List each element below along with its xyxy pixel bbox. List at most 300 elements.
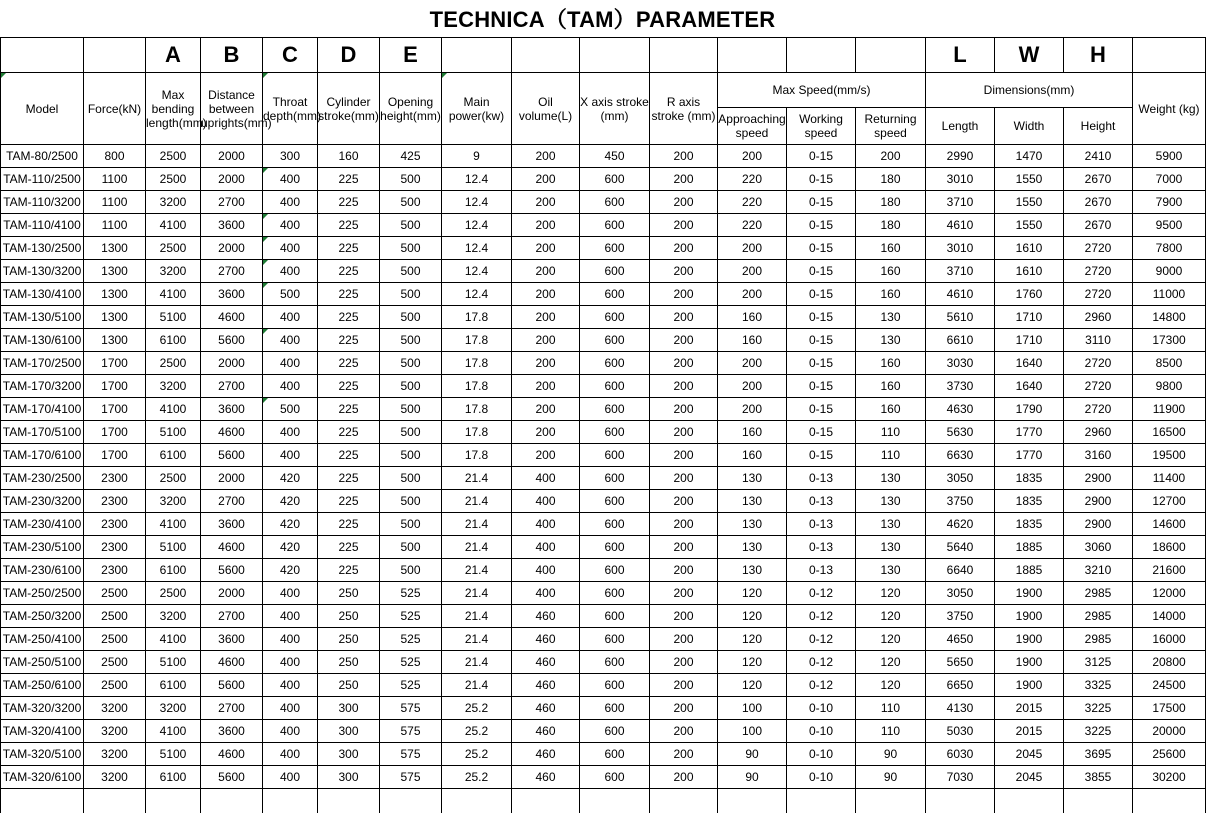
table-cell[interactable]: 600 [580,559,650,582]
table-cell[interactable]: 600 [580,674,650,697]
table-cell[interactable]: 200 [718,375,787,398]
model-cell[interactable]: TAM-170/6100 [1,444,84,467]
table-cell[interactable]: 225 [318,283,380,306]
header-throat-depth[interactable]: Throat depth(mm) [263,73,318,145]
table-cell[interactable]: 500 [380,467,442,490]
table-cell[interactable]: 110 [856,444,926,467]
empty-cell[interactable] [146,789,201,813]
model-cell[interactable]: TAM-230/3200 [1,490,84,513]
table-cell[interactable]: 6610 [926,329,995,352]
table-cell[interactable]: 575 [380,697,442,720]
table-cell[interactable]: 800 [84,145,146,168]
table-cell[interactable]: 12.4 [442,283,512,306]
table-cell[interactable]: 5650 [926,651,995,674]
table-cell[interactable]: 3030 [926,352,995,375]
header-x-axis-stroke[interactable]: X axis stroke (mm) [580,73,650,145]
table-cell[interactable]: 3730 [926,375,995,398]
table-cell[interactable]: 1300 [84,329,146,352]
table-cell[interactable]: 160 [718,329,787,352]
table-cell[interactable]: 460 [512,628,580,651]
table-cell[interactable]: 130 [718,536,787,559]
empty-cell[interactable] [318,789,380,813]
table-cell[interactable]: 3600 [201,720,263,743]
table-cell[interactable]: 200 [650,260,718,283]
letter-cell-h[interactable]: H [1064,38,1133,73]
table-cell[interactable]: 200 [650,536,718,559]
table-cell[interactable]: 1100 [84,168,146,191]
empty-cell[interactable] [201,789,263,813]
table-cell[interactable]: 400 [263,582,318,605]
table-cell[interactable]: 4100 [146,283,201,306]
table-cell[interactable]: 575 [380,766,442,789]
empty-cell[interactable] [650,789,718,813]
table-cell[interactable]: 600 [580,467,650,490]
table-cell[interactable]: 7800 [1133,237,1206,260]
table-cell[interactable]: 110 [856,697,926,720]
table-cell[interactable]: 4600 [201,651,263,674]
table-cell[interactable]: 4130 [926,697,995,720]
table-cell[interactable]: 0-15 [787,375,856,398]
table-cell[interactable]: 160 [856,283,926,306]
table-cell[interactable]: 2900 [1064,513,1133,536]
table-cell[interactable]: 6030 [926,743,995,766]
table-cell[interactable]: 1700 [84,375,146,398]
model-cell[interactable]: TAM-320/4100 [1,720,84,743]
table-cell[interactable]: 0-15 [787,398,856,421]
table-cell[interactable]: 120 [718,674,787,697]
table-cell[interactable]: 9 [442,145,512,168]
table-cell[interactable]: 1700 [84,444,146,467]
table-cell[interactable]: 5100 [146,651,201,674]
table-cell[interactable]: 200 [650,421,718,444]
table-cell[interactable]: 2720 [1064,283,1133,306]
table-cell[interactable]: 600 [580,651,650,674]
table-cell[interactable]: 460 [512,651,580,674]
table-cell[interactable]: 3200 [84,743,146,766]
table-cell[interactable]: 4100 [146,398,201,421]
table-cell[interactable]: 600 [580,720,650,743]
table-cell[interactable]: 2960 [1064,421,1133,444]
table-cell[interactable]: 5610 [926,306,995,329]
empty-cell[interactable] [263,789,318,813]
empty-cell[interactable] [512,789,580,813]
table-cell[interactable]: 0-15 [787,260,856,283]
table-cell[interactable]: 3050 [926,467,995,490]
table-cell[interactable]: 3200 [84,766,146,789]
table-cell[interactable]: 460 [512,674,580,697]
table-cell[interactable]: 110 [856,720,926,743]
table-cell[interactable]: 0-15 [787,329,856,352]
table-cell[interactable]: 200 [512,444,580,467]
table-cell[interactable]: 12.4 [442,214,512,237]
table-cell[interactable]: 225 [318,352,380,375]
letter-cell[interactable] [512,38,580,73]
table-cell[interactable]: 3695 [1064,743,1133,766]
table-cell[interactable]: 200 [650,605,718,628]
table-cell[interactable]: 1100 [84,214,146,237]
table-cell[interactable]: 2045 [995,743,1064,766]
table-cell[interactable]: 120 [718,651,787,674]
table-cell[interactable]: 460 [512,697,580,720]
table-cell[interactable]: 575 [380,720,442,743]
table-cell[interactable]: 2500 [84,674,146,697]
table-cell[interactable]: 1550 [995,168,1064,191]
model-cell[interactable]: TAM-230/5100 [1,536,84,559]
table-cell[interactable]: 200 [650,467,718,490]
table-cell[interactable]: 500 [380,398,442,421]
model-cell[interactable]: TAM-130/4100 [1,283,84,306]
table-cell[interactable]: 2000 [201,237,263,260]
table-cell[interactable]: 200 [718,260,787,283]
table-cell[interactable]: 160 [856,237,926,260]
model-cell[interactable]: TAM-130/5100 [1,306,84,329]
header-oil-volume[interactable]: Oil volume(L) [512,73,580,145]
table-cell[interactable]: 500 [380,191,442,214]
table-cell[interactable]: 130 [856,329,926,352]
table-cell[interactable]: 2500 [146,168,201,191]
table-cell[interactable]: 130 [718,490,787,513]
table-cell[interactable]: 120 [856,674,926,697]
table-cell[interactable]: 1770 [995,444,1064,467]
model-cell[interactable]: TAM-170/2500 [1,352,84,375]
table-cell[interactable]: 21.4 [442,628,512,651]
table-cell[interactable]: 130 [856,536,926,559]
table-cell[interactable]: 5640 [926,536,995,559]
table-cell[interactable]: 225 [318,214,380,237]
letter-cell[interactable] [1,38,84,73]
table-cell[interactable]: 4650 [926,628,995,651]
table-cell[interactable]: 120 [718,582,787,605]
table-cell[interactable]: 16000 [1133,628,1206,651]
table-cell[interactable]: 17500 [1133,697,1206,720]
table-cell[interactable]: 575 [380,743,442,766]
table-cell[interactable]: 160 [718,306,787,329]
table-cell[interactable]: 8500 [1133,352,1206,375]
table-cell[interactable]: 90 [856,743,926,766]
model-cell[interactable]: TAM-130/6100 [1,329,84,352]
table-cell[interactable]: 250 [318,605,380,628]
table-cell[interactable]: 600 [580,513,650,536]
table-cell[interactable]: 130 [718,559,787,582]
table-cell[interactable]: 3600 [201,398,263,421]
table-cell[interactable]: 17.8 [442,398,512,421]
table-cell[interactable]: 25.2 [442,720,512,743]
table-cell[interactable]: 3710 [926,191,995,214]
letter-cell[interactable] [580,38,650,73]
table-cell[interactable]: 200 [512,329,580,352]
table-cell[interactable]: 225 [318,421,380,444]
model-cell[interactable]: TAM-230/6100 [1,559,84,582]
table-cell[interactable]: 0-15 [787,214,856,237]
table-cell[interactable]: 2000 [201,582,263,605]
table-cell[interactable]: 525 [380,674,442,697]
table-cell[interactable]: 14800 [1133,306,1206,329]
header-working-speed[interactable]: Working speed [787,108,856,145]
table-cell[interactable]: 3200 [146,375,201,398]
table-cell[interactable]: 3710 [926,260,995,283]
table-cell[interactable]: 1550 [995,214,1064,237]
letter-cell-c[interactable]: C [263,38,318,73]
table-cell[interactable]: 130 [856,306,926,329]
table-cell[interactable]: 0-12 [787,605,856,628]
table-cell[interactable]: 2985 [1064,605,1133,628]
table-cell[interactable]: 2300 [84,559,146,582]
table-cell[interactable]: 130 [856,490,926,513]
table-cell[interactable]: 2700 [201,375,263,398]
table-cell[interactable]: 3225 [1064,697,1133,720]
model-cell[interactable]: TAM-130/2500 [1,237,84,260]
table-cell[interactable]: 225 [318,329,380,352]
table-cell[interactable]: 225 [318,467,380,490]
table-cell[interactable]: 120 [856,605,926,628]
table-cell[interactable]: 4610 [926,214,995,237]
table-cell[interactable]: 200 [512,168,580,191]
letter-cell[interactable] [1133,38,1206,73]
table-cell[interactable]: 2500 [84,651,146,674]
table-cell[interactable]: 3050 [926,582,995,605]
table-cell[interactable]: 500 [380,283,442,306]
table-cell[interactable]: 500 [263,283,318,306]
empty-cell[interactable] [995,789,1064,813]
table-cell[interactable]: 17.8 [442,329,512,352]
table-cell[interactable]: 500 [380,352,442,375]
table-cell[interactable]: 2000 [201,467,263,490]
header-cylinder-stroke[interactable]: Cylinder stroke(mm) [318,73,380,145]
table-cell[interactable]: 3225 [1064,720,1133,743]
table-cell[interactable]: 500 [380,375,442,398]
table-cell[interactable]: 460 [512,605,580,628]
table-cell[interactable]: 1900 [995,651,1064,674]
header-weight[interactable]: Weight (kg) [1133,73,1206,145]
table-cell[interactable]: 250 [318,651,380,674]
table-cell[interactable]: 600 [580,697,650,720]
empty-cell[interactable] [442,789,512,813]
table-cell[interactable]: 200 [650,720,718,743]
table-cell[interactable]: 600 [580,421,650,444]
table-cell[interactable]: 21.4 [442,674,512,697]
table-cell[interactable]: 300 [263,145,318,168]
table-cell[interactable]: 17.8 [442,375,512,398]
table-cell[interactable]: 500 [380,260,442,283]
table-cell[interactable]: 6100 [146,329,201,352]
table-cell[interactable]: 2300 [84,490,146,513]
table-cell[interactable]: 2500 [146,467,201,490]
table-cell[interactable]: 0-13 [787,490,856,513]
table-cell[interactable]: 0-13 [787,513,856,536]
table-cell[interactable]: 12000 [1133,582,1206,605]
table-cell[interactable]: 90 [718,743,787,766]
header-approaching-speed[interactable]: Approaching speed [718,108,787,145]
table-cell[interactable]: 2045 [995,766,1064,789]
table-cell[interactable]: 24500 [1133,674,1206,697]
table-cell[interactable]: 400 [263,766,318,789]
table-cell[interactable]: 1700 [84,421,146,444]
model-cell[interactable]: TAM-230/4100 [1,513,84,536]
table-cell[interactable]: 225 [318,168,380,191]
table-cell[interactable]: 400 [263,605,318,628]
table-cell[interactable]: 12.4 [442,237,512,260]
table-cell[interactable]: 200 [650,490,718,513]
table-cell[interactable]: 400 [263,720,318,743]
table-cell[interactable]: 600 [580,283,650,306]
table-cell[interactable]: 5600 [201,674,263,697]
header-main-power[interactable]: Main power(kw) [442,73,512,145]
table-cell[interactable]: 200 [512,306,580,329]
table-cell[interactable]: 2960 [1064,306,1133,329]
model-cell[interactable]: TAM-110/3200 [1,191,84,214]
table-cell[interactable]: 100 [718,720,787,743]
table-cell[interactable]: 220 [718,191,787,214]
table-cell[interactable]: 3200 [84,720,146,743]
table-cell[interactable]: 6650 [926,674,995,697]
table-cell[interactable]: 11900 [1133,398,1206,421]
table-cell[interactable]: 460 [512,766,580,789]
table-cell[interactable]: 250 [318,674,380,697]
table-cell[interactable]: 3855 [1064,766,1133,789]
table-cell[interactable]: 420 [263,536,318,559]
table-cell[interactable]: 200 [512,421,580,444]
table-cell[interactable]: 420 [263,490,318,513]
table-cell[interactable]: 7030 [926,766,995,789]
table-cell[interactable]: 600 [580,191,650,214]
table-cell[interactable]: 1640 [995,375,1064,398]
model-cell[interactable]: TAM-170/3200 [1,375,84,398]
table-cell[interactable]: 14600 [1133,513,1206,536]
table-cell[interactable]: 5630 [926,421,995,444]
model-cell[interactable]: TAM-250/4100 [1,628,84,651]
table-cell[interactable]: 21.4 [442,582,512,605]
table-cell[interactable]: 1710 [995,306,1064,329]
table-cell[interactable]: 3160 [1064,444,1133,467]
header-max-speed[interactable]: Max Speed(mm/s) [718,73,926,108]
table-cell[interactable]: 25.2 [442,697,512,720]
table-cell[interactable]: 19500 [1133,444,1206,467]
table-cell[interactable]: 1550 [995,191,1064,214]
table-cell[interactable]: 3060 [1064,536,1133,559]
header-height[interactable]: Height [1064,108,1133,145]
table-cell[interactable]: 160 [856,375,926,398]
table-cell[interactable]: 0-12 [787,674,856,697]
table-cell[interactable]: 400 [263,674,318,697]
table-cell[interactable]: 200 [650,697,718,720]
table-cell[interactable]: 5100 [146,421,201,444]
table-cell[interactable]: 21.4 [442,605,512,628]
table-cell[interactable]: 200 [650,398,718,421]
table-cell[interactable]: 3200 [146,605,201,628]
table-cell[interactable]: 1770 [995,421,1064,444]
table-cell[interactable]: 600 [580,375,650,398]
table-cell[interactable]: 600 [580,398,650,421]
table-cell[interactable]: 250 [318,628,380,651]
table-cell[interactable]: 200 [650,214,718,237]
table-cell[interactable]: 2720 [1064,237,1133,260]
table-cell[interactable]: 4610 [926,283,995,306]
table-cell[interactable]: 500 [380,513,442,536]
table-cell[interactable]: 20000 [1133,720,1206,743]
table-cell[interactable]: 4630 [926,398,995,421]
table-cell[interactable]: 200 [650,444,718,467]
table-cell[interactable]: 500 [380,237,442,260]
table-cell[interactable]: 2720 [1064,352,1133,375]
table-cell[interactable]: 500 [380,421,442,444]
table-cell[interactable]: 17300 [1133,329,1206,352]
table-cell[interactable]: 3200 [146,260,201,283]
table-cell[interactable]: 18600 [1133,536,1206,559]
letter-cell-a[interactable]: A [146,38,201,73]
table-cell[interactable]: 2500 [84,582,146,605]
empty-cell[interactable] [84,789,146,813]
header-model[interactable]: Model [1,73,84,145]
table-cell[interactable]: 400 [263,444,318,467]
table-cell[interactable]: 3210 [1064,559,1133,582]
table-cell[interactable]: 600 [580,168,650,191]
table-cell[interactable]: 2900 [1064,467,1133,490]
table-cell[interactable]: 225 [318,398,380,421]
table-cell[interactable]: 1835 [995,513,1064,536]
table-cell[interactable]: 400 [512,559,580,582]
table-cell[interactable]: 525 [380,582,442,605]
table-cell[interactable]: 2000 [201,145,263,168]
table-cell[interactable]: 4100 [146,720,201,743]
table-cell[interactable]: 12.4 [442,260,512,283]
table-cell[interactable]: 4600 [201,743,263,766]
table-cell[interactable]: 1700 [84,398,146,421]
table-cell[interactable]: 200 [718,237,787,260]
table-cell[interactable]: 0-15 [787,352,856,375]
table-cell[interactable]: 5100 [146,743,201,766]
table-cell[interactable]: 400 [263,743,318,766]
empty-cell[interactable] [856,789,926,813]
table-cell[interactable]: 21.4 [442,651,512,674]
table-cell[interactable]: 0-15 [787,421,856,444]
table-cell[interactable]: 600 [580,329,650,352]
table-cell[interactable]: 5600 [201,444,263,467]
table-cell[interactable]: 225 [318,191,380,214]
table-cell[interactable]: 400 [263,375,318,398]
table-cell[interactable]: 200 [718,398,787,421]
table-cell[interactable]: 120 [718,605,787,628]
table-cell[interactable]: 12700 [1133,490,1206,513]
table-cell[interactable]: 1300 [84,283,146,306]
table-cell[interactable]: 160 [718,444,787,467]
table-cell[interactable]: 17.8 [442,306,512,329]
table-cell[interactable]: 400 [263,329,318,352]
letter-cell-e[interactable]: E [380,38,442,73]
letter-cell-w[interactable]: W [995,38,1064,73]
table-cell[interactable]: 0-10 [787,697,856,720]
empty-cell[interactable] [1133,789,1206,813]
table-cell[interactable]: 16500 [1133,421,1206,444]
table-cell[interactable]: 0-15 [787,283,856,306]
table-cell[interactable]: 3200 [146,697,201,720]
table-cell[interactable]: 0-13 [787,467,856,490]
table-cell[interactable]: 21.4 [442,467,512,490]
table-cell[interactable]: 400 [263,628,318,651]
table-cell[interactable]: 120 [856,651,926,674]
letter-cell-b[interactable]: B [201,38,263,73]
table-cell[interactable]: 1100 [84,191,146,214]
table-cell[interactable]: 200 [650,674,718,697]
table-cell[interactable]: 4600 [201,306,263,329]
table-cell[interactable]: 500 [380,490,442,513]
letter-cell[interactable] [787,38,856,73]
table-cell[interactable]: 160 [856,352,926,375]
table-cell[interactable]: 600 [580,766,650,789]
table-cell[interactable]: 1760 [995,283,1064,306]
table-cell[interactable]: 25600 [1133,743,1206,766]
table-cell[interactable]: 14000 [1133,605,1206,628]
header-opening-height[interactable]: Opening height(mm) [380,73,442,145]
